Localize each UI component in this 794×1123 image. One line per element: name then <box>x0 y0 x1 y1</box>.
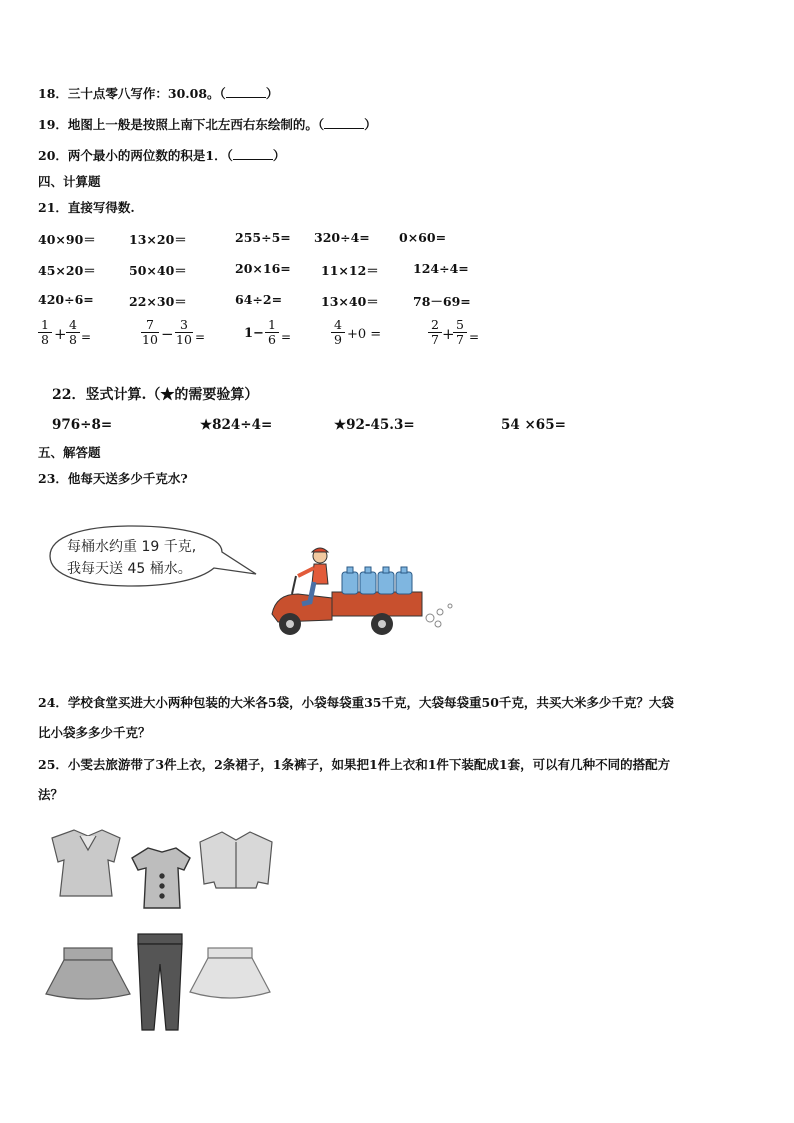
denominator: 10 <box>142 332 158 347</box>
numerator: 4 <box>334 317 342 332</box>
bottom-trousers-icon <box>138 934 182 1030</box>
equals: = <box>81 330 92 344</box>
question-number: 24． <box>38 695 68 710</box>
question-number: 22． <box>52 387 86 403</box>
operator: − <box>161 325 174 343</box>
calc-item: 124÷4= <box>413 261 469 276</box>
section-heading-word-problems: 五、解答题 <box>38 445 101 460</box>
question-21 <box>38 198 135 216</box>
question-text: 竖式计算.（★的需要验算） <box>85 387 259 403</box>
question-text: 直接写得数. <box>67 200 135 215</box>
fraction <box>428 318 442 347</box>
calc-item: 50×40＝ <box>129 263 187 278</box>
numerator: 2 <box>431 317 439 332</box>
denominator: 9 <box>334 332 342 347</box>
calc-item: 22×30＝ <box>129 294 187 309</box>
vertical-calc-item: 976÷8= <box>52 417 113 433</box>
fraction <box>175 318 193 347</box>
calc-item: 78－69= <box>413 294 471 309</box>
operand: +0 = <box>347 327 382 342</box>
fraction <box>38 318 52 347</box>
calc-item: 13×20＝ <box>129 232 187 247</box>
question-number: 18． <box>38 86 68 101</box>
calc-item: 40×90＝ <box>38 232 96 247</box>
denominator: 7 <box>456 332 464 347</box>
denominator: 7 <box>431 332 439 347</box>
question-number: 25． <box>38 757 68 772</box>
fraction <box>453 318 467 347</box>
calc-item: 320÷4= <box>314 230 370 245</box>
question-text-line-2: 比小袋多多少千克？ <box>38 725 151 740</box>
clothing-illustration <box>40 824 276 1040</box>
question-text: 两个最小的两位数的积是1．（ <box>67 148 233 163</box>
numerator: 3 <box>180 317 188 332</box>
question-23 <box>38 469 188 487</box>
question-text: 地图上一般是按照上南下北左西右东绘制的。（ <box>67 117 325 132</box>
question-text: 他每天送多少千克水? <box>67 471 188 486</box>
denominator: 8 <box>41 332 49 347</box>
paren-close: ） <box>265 86 279 101</box>
speech-line-1: 每桶水约重 19 千克, <box>67 539 197 555</box>
numerator: 1 <box>268 317 276 332</box>
bottom-skirt-1-icon <box>46 948 130 999</box>
top-jacket-icon <box>200 832 272 888</box>
denominator: 8 <box>69 332 77 347</box>
calc-item: 45×20＝ <box>38 263 96 278</box>
question-24 <box>38 688 674 748</box>
vertical-calc-item: ★824÷4= <box>200 417 273 433</box>
calc-item: 420÷6= <box>38 292 94 307</box>
equals: = <box>469 330 480 344</box>
vertical-calc-item: 54 ×65= <box>501 417 566 433</box>
answer-blank[interactable] <box>324 118 364 129</box>
question-text-line-1: 学校食堂买进大小两种包装的大米各5袋，小袋每袋重35千克，大袋每袋重50千克，共买大米多少千克？大袋 <box>67 695 674 710</box>
question-18 <box>38 84 278 102</box>
vertical-calc-item: ★92-45.3= <box>334 417 415 433</box>
delivery-tricycle-illustration <box>262 542 462 642</box>
fraction <box>66 318 80 347</box>
paren-close: ） <box>364 117 377 132</box>
question-20 <box>38 146 285 164</box>
speech-bubble-text <box>67 536 196 580</box>
top-shirt-1-icon <box>52 830 120 896</box>
answer-blank[interactable] <box>233 149 273 160</box>
speech-line-2: 我每天送 45 桶水。 <box>67 561 192 577</box>
operand: 1− <box>244 326 264 341</box>
question-number: 19． <box>38 117 68 132</box>
question-22 <box>52 384 258 404</box>
calc-item: 0×60= <box>399 230 447 245</box>
equals: = <box>281 330 292 344</box>
denominator: 10 <box>176 332 192 347</box>
operator: + <box>54 325 67 343</box>
calc-item: 20×16= <box>235 261 291 276</box>
equals: = <box>195 330 206 344</box>
question-text-line-1: 小雯去旅游带了3件上衣，2条裙子，1条裤子，如果把1件上衣和1件下装配成1套，可以有几种不同的搭配方 <box>67 757 671 772</box>
denominator: 6 <box>268 332 276 347</box>
question-number: 20． <box>38 148 68 163</box>
bottom-skirt-2-icon <box>190 948 270 998</box>
numerator: 4 <box>69 317 77 332</box>
calc-item: 64÷2= <box>235 292 283 307</box>
question-number: 21． <box>38 200 68 215</box>
top-shirt-2-icon <box>132 848 190 908</box>
fraction <box>265 318 279 347</box>
fraction <box>331 318 345 347</box>
numerator: 7 <box>146 317 154 332</box>
answer-blank[interactable] <box>226 87 266 98</box>
fraction <box>141 318 159 347</box>
question-number: 23． <box>38 471 68 486</box>
operator: + <box>442 325 455 343</box>
question-text-line-2: 法？ <box>38 787 64 802</box>
numerator: 1 <box>41 317 49 332</box>
question-19 <box>38 115 377 133</box>
calc-item: 11×12＝ <box>321 263 379 278</box>
section-heading-calculation: 四、计算题 <box>38 174 101 189</box>
calc-item: 13×40＝ <box>321 294 379 309</box>
numerator: 5 <box>456 317 464 332</box>
question-25 <box>38 750 670 810</box>
calc-item: 255÷5= <box>235 230 291 245</box>
question-text: 三十点零八写作：30.08。（ <box>67 86 226 101</box>
paren-close: ） <box>272 148 286 163</box>
